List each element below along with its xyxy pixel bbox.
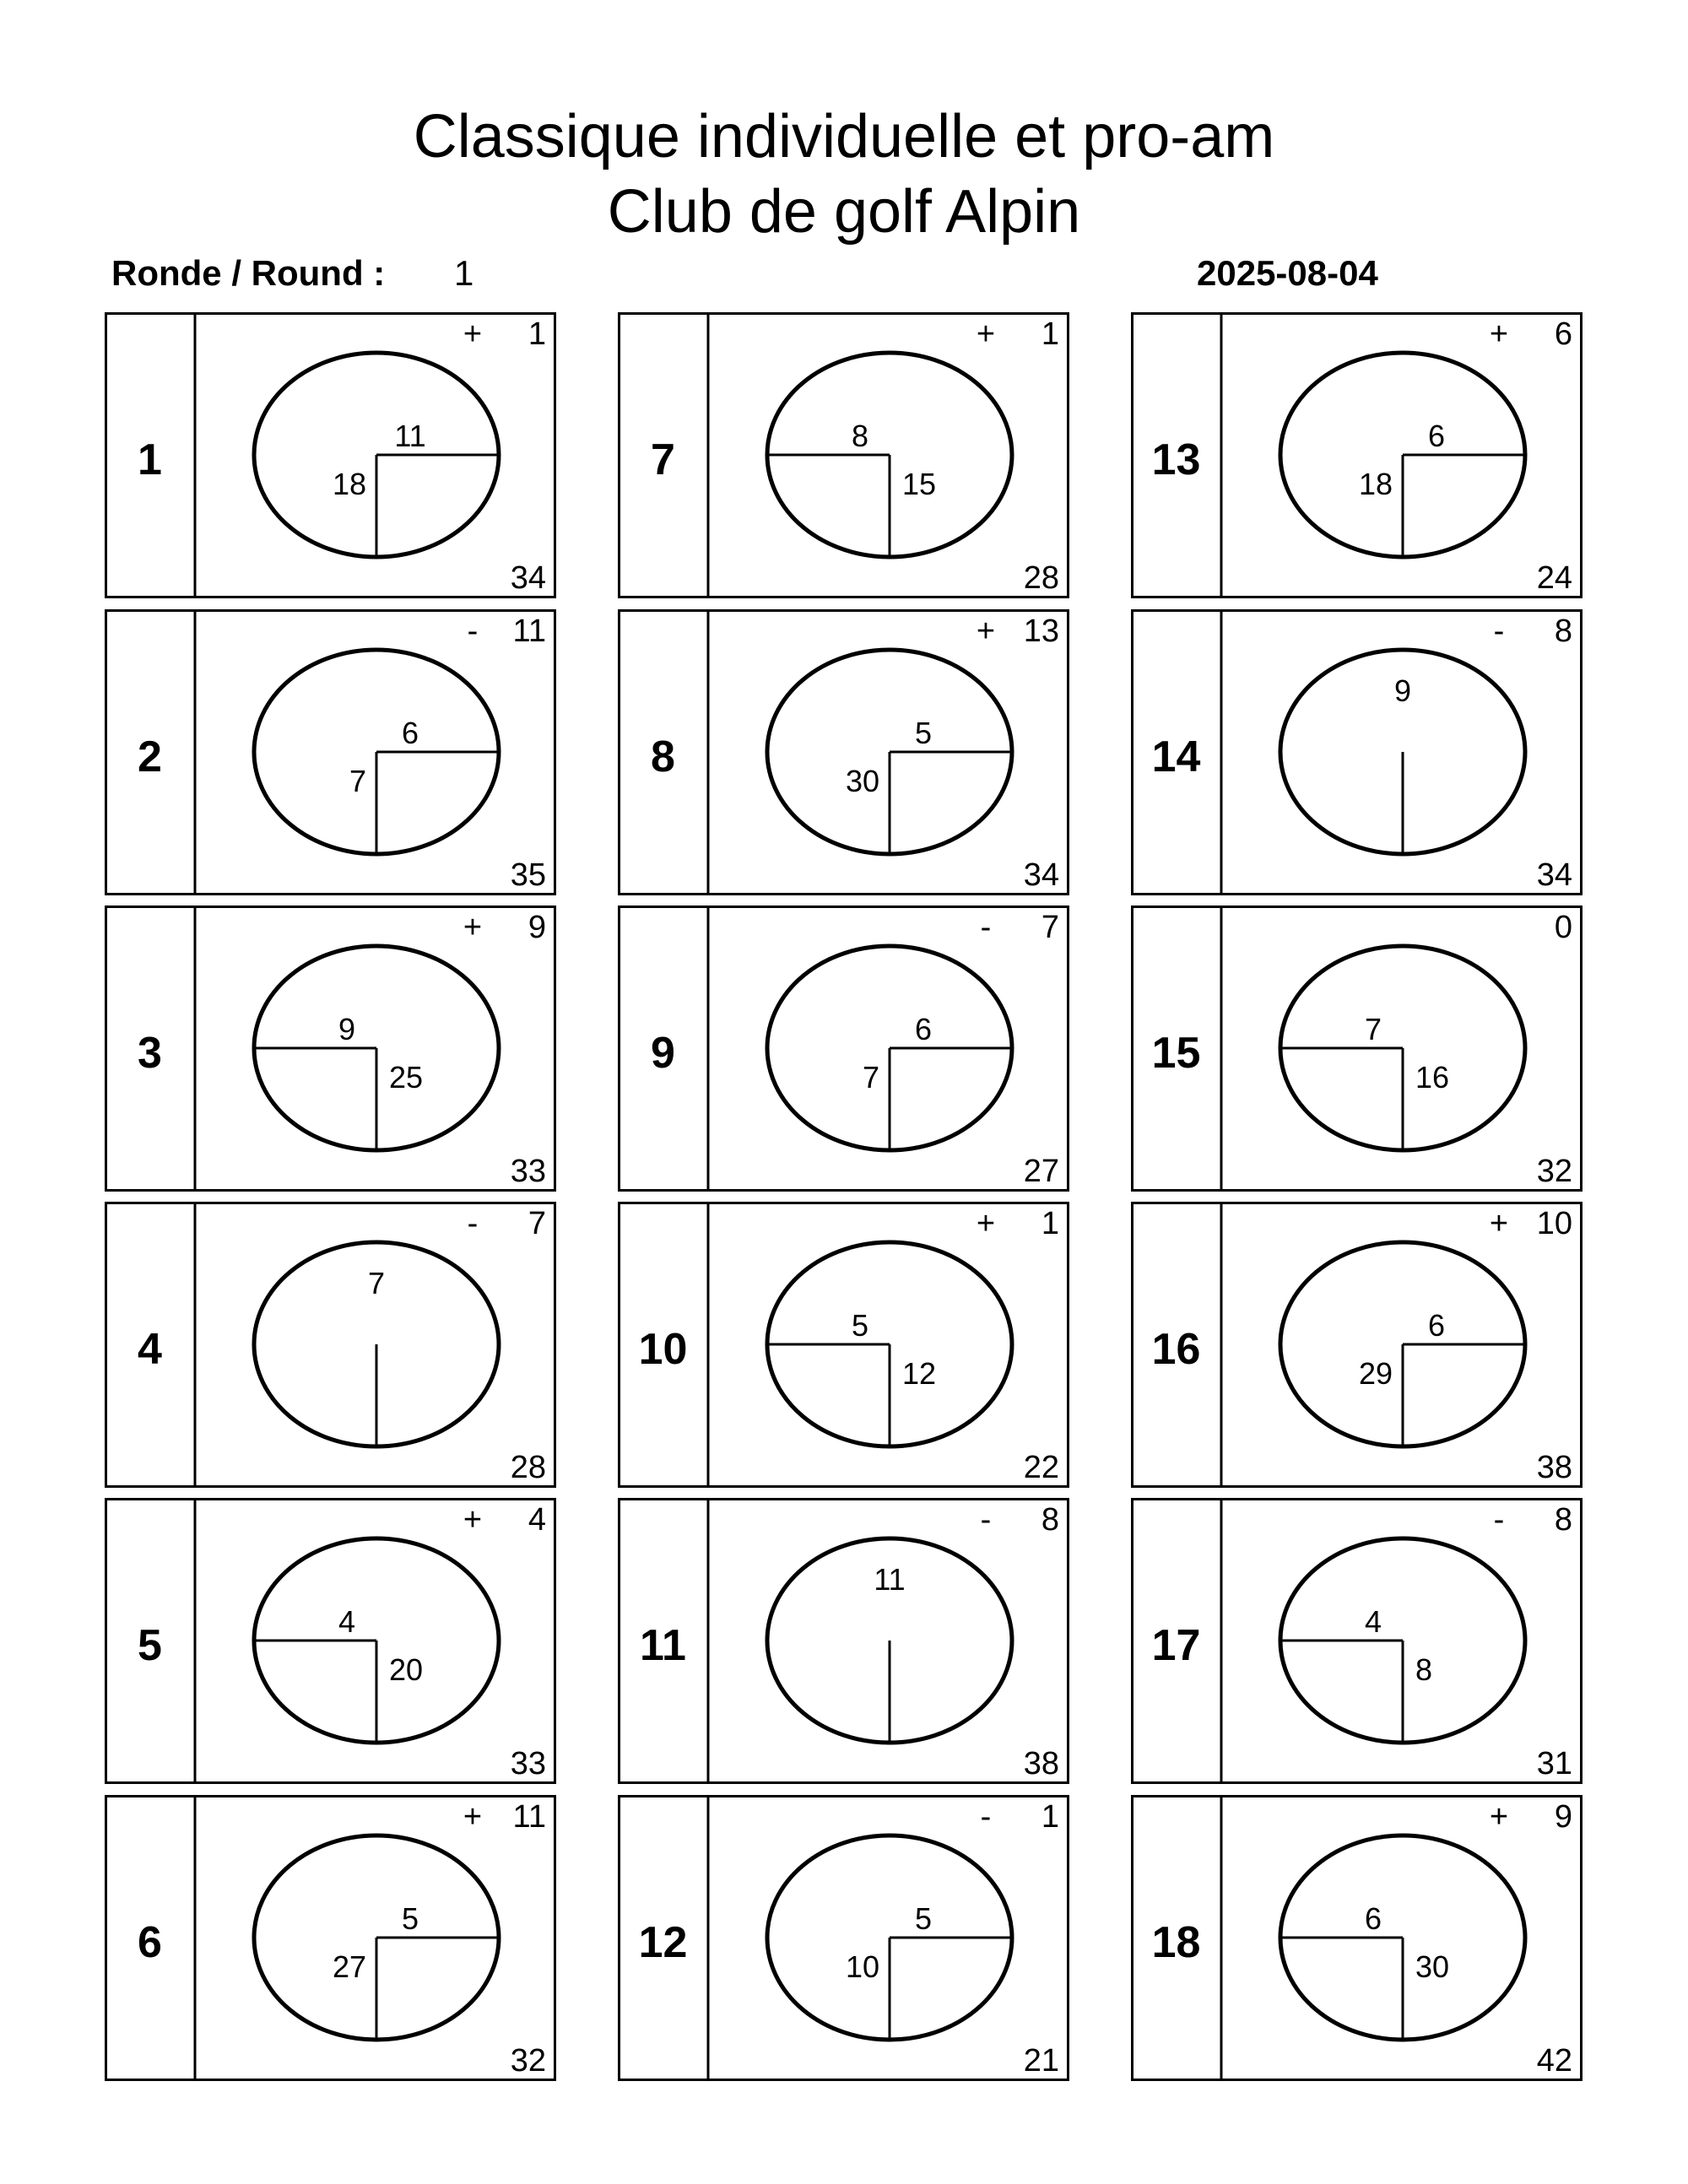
hole-card xyxy=(618,1498,1069,1784)
hole-number: 15 xyxy=(1151,1029,1201,1078)
hole-diagram xyxy=(618,905,1069,1192)
value-b: 18 xyxy=(332,467,366,501)
hole-number: 1 xyxy=(138,435,162,484)
delta-value: 9 xyxy=(1554,1799,1572,1835)
hole-diagram xyxy=(105,609,556,895)
hole-number: 9 xyxy=(651,1029,675,1078)
delta-sign: - xyxy=(980,1502,992,1538)
value-b: 30 xyxy=(1415,1949,1450,1984)
delta-sign: - xyxy=(980,1799,992,1835)
value-b: 10 xyxy=(845,1949,879,1984)
hole-diagram xyxy=(105,905,556,1192)
delta-value: 7 xyxy=(528,1206,546,1241)
hole-card xyxy=(1131,312,1582,598)
hole-number: 16 xyxy=(1151,1325,1201,1374)
round-value: 1 xyxy=(454,253,474,293)
hole-diagram xyxy=(618,1795,1069,2081)
delta-value: 1 xyxy=(1041,1206,1059,1241)
hole-diagram xyxy=(618,1202,1069,1488)
hole-card xyxy=(618,312,1069,598)
total-value: 28 xyxy=(510,1450,546,1485)
hole-number: 11 xyxy=(640,1621,686,1670)
round-label: Ronde / Round : xyxy=(111,253,386,293)
value-b: 7 xyxy=(349,764,366,798)
total-value: 27 xyxy=(1023,1154,1059,1189)
value-a: 6 xyxy=(1427,419,1446,453)
hole-card xyxy=(105,609,556,895)
value-b: 18 xyxy=(1358,467,1393,501)
value-a: 7 xyxy=(1364,1012,1382,1046)
value-b: 15 xyxy=(902,467,937,501)
value-a: 6 xyxy=(914,1012,933,1046)
delta-sign: + xyxy=(1489,1799,1509,1835)
delta-sign: - xyxy=(467,1206,479,1241)
card-border xyxy=(106,1203,555,1487)
hole-number: 2 xyxy=(138,733,162,781)
hole-diagram xyxy=(1131,312,1582,598)
hole-number: 14 xyxy=(1151,733,1201,781)
total-value: 33 xyxy=(510,1746,546,1781)
delta-sign: + xyxy=(976,316,996,352)
hole-diagram xyxy=(618,609,1069,895)
hole-card xyxy=(1131,609,1582,895)
delta-sign: + xyxy=(1489,1206,1509,1241)
delta-sign: - xyxy=(1493,614,1505,649)
hole-card xyxy=(618,1202,1069,1488)
hole-number: 8 xyxy=(651,733,675,781)
hole-number: 3 xyxy=(138,1029,162,1078)
hole-diagram xyxy=(1131,609,1582,895)
delta-value: 4 xyxy=(528,1502,546,1538)
total-value: 38 xyxy=(1536,1450,1572,1485)
card-border xyxy=(619,1500,1069,1783)
hole-card xyxy=(1131,1795,1582,2081)
hole-diagram xyxy=(1131,1498,1582,1784)
page-title-line2: Club de golf Alpin xyxy=(607,178,1081,246)
hole-number: 17 xyxy=(1151,1621,1201,1670)
delta-value: 6 xyxy=(1554,316,1572,352)
total-value: 22 xyxy=(1023,1450,1059,1485)
value-b: 20 xyxy=(389,1652,424,1687)
value-a: 5 xyxy=(851,1308,869,1343)
hole-card xyxy=(1131,905,1582,1192)
value-b: 16 xyxy=(1415,1060,1450,1095)
delta-value: 1 xyxy=(1041,1799,1059,1835)
total-value: 33 xyxy=(510,1154,546,1189)
delta-sign: + xyxy=(463,316,483,352)
value-b: 8 xyxy=(1415,1652,1433,1687)
hole-card xyxy=(618,609,1069,895)
value-a: 5 xyxy=(914,716,933,750)
delta-value: 8 xyxy=(1041,1502,1059,1538)
date: 2025-08-04 xyxy=(1197,253,1378,293)
hole-number: 5 xyxy=(138,1621,162,1670)
total-value: 28 xyxy=(1023,560,1059,596)
total-value: 24 xyxy=(1536,560,1572,596)
hole-number: 13 xyxy=(1151,435,1201,484)
value-a: 6 xyxy=(401,716,419,750)
hole-card xyxy=(105,1795,556,2081)
hole-diagram xyxy=(105,1202,556,1488)
hole-number: 10 xyxy=(638,1325,688,1374)
total-value: 34 xyxy=(510,560,546,596)
page-title-line1: Classique individuelle et pro-am xyxy=(413,103,1275,170)
delta-value: 11 xyxy=(512,1799,546,1835)
hole-number: 6 xyxy=(138,1918,162,1967)
value-a: 7 xyxy=(367,1266,386,1300)
value-b: 27 xyxy=(332,1949,366,1984)
delta-sign: + xyxy=(463,1502,483,1538)
hole-card xyxy=(105,1498,556,1784)
total-value: 38 xyxy=(1023,1746,1059,1781)
value-a: 9 xyxy=(1393,673,1412,708)
delta-value: 11 xyxy=(512,614,546,649)
delta-sign: - xyxy=(1493,1502,1505,1538)
total-value: 31 xyxy=(1536,1746,1572,1781)
hole-diagram xyxy=(105,1498,556,1784)
value-a: 5 xyxy=(914,1901,933,1936)
total-value: 34 xyxy=(1536,857,1572,893)
delta-value: 0 xyxy=(1554,910,1572,945)
hole-card xyxy=(105,1202,556,1488)
value-a: 11 xyxy=(874,1562,906,1597)
hole-diagram xyxy=(618,1498,1069,1784)
hole-diagram xyxy=(105,1795,556,2081)
hole-diagram xyxy=(1131,1202,1582,1488)
hole-diagram xyxy=(618,312,1069,598)
total-value: 34 xyxy=(1023,857,1059,893)
hole-number: 18 xyxy=(1151,1918,1201,1967)
hole-card xyxy=(1131,1498,1582,1784)
value-a: 8 xyxy=(851,419,869,453)
hole-diagram xyxy=(1131,905,1582,1192)
value-b: 25 xyxy=(389,1060,424,1095)
value-a: 5 xyxy=(401,1901,419,1936)
delta-value: 13 xyxy=(1023,614,1059,649)
hole-diagram xyxy=(1131,1795,1582,2081)
delta-sign: + xyxy=(463,1799,483,1835)
value-a: 4 xyxy=(1364,1604,1382,1639)
hole-card xyxy=(105,905,556,1192)
total-value: 42 xyxy=(1536,2043,1572,2079)
hole-card xyxy=(1131,1202,1582,1488)
total-value: 32 xyxy=(510,2043,546,2079)
hole-number: 4 xyxy=(138,1325,162,1374)
delta-value: 10 xyxy=(1536,1206,1572,1241)
value-b: 29 xyxy=(1358,1356,1393,1391)
value-b: 30 xyxy=(845,764,879,798)
total-value: 32 xyxy=(1536,1154,1572,1189)
delta-sign: - xyxy=(980,910,992,945)
hole-diagram xyxy=(105,312,556,598)
hole-number: 7 xyxy=(651,435,675,484)
hole-card xyxy=(618,1795,1069,2081)
value-b: 7 xyxy=(862,1060,879,1095)
delta-value: 1 xyxy=(528,316,546,352)
delta-value: 8 xyxy=(1554,614,1572,649)
delta-value: 8 xyxy=(1554,1502,1572,1538)
value-a: 6 xyxy=(1364,1901,1382,1936)
value-b: 12 xyxy=(902,1356,937,1391)
delta-sign: + xyxy=(1489,316,1509,352)
total-value: 35 xyxy=(510,857,546,893)
value-a: 6 xyxy=(1427,1308,1446,1343)
delta-sign: + xyxy=(463,910,483,945)
delta-sign: + xyxy=(976,1206,996,1241)
delta-value: 7 xyxy=(1041,910,1059,945)
hole-card xyxy=(618,905,1069,1192)
hole-number: 12 xyxy=(638,1918,688,1967)
delta-sign: - xyxy=(467,614,479,649)
value-a: 9 xyxy=(338,1012,356,1046)
delta-value: 1 xyxy=(1041,316,1059,352)
hole-card xyxy=(105,312,556,598)
value-a: 4 xyxy=(338,1604,356,1639)
delta-sign: + xyxy=(976,614,996,649)
total-value: 21 xyxy=(1023,2043,1059,2079)
value-a: 11 xyxy=(394,419,426,453)
delta-value: 9 xyxy=(528,910,546,945)
